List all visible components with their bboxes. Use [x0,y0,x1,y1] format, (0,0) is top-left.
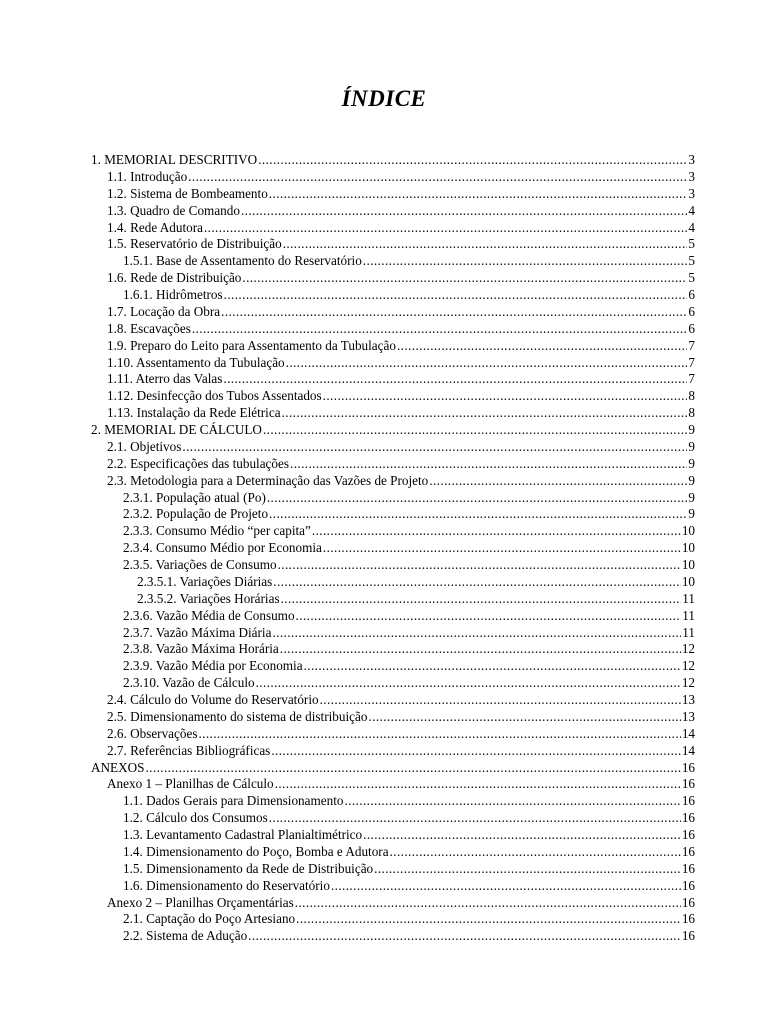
toc-entry[interactable] [91,439,695,456]
toc-entry-label: 1.11. Aterro das Valas [107,371,223,387]
toc-entry-page-number: 16 [681,810,695,826]
toc-entry-page-number: 16 [681,860,695,876]
toc-entry[interactable] [91,911,695,928]
toc-entry-label: 2.3.7. Vazão Máxima Diária [123,624,272,640]
toc-entry[interactable] [91,793,695,810]
toc-entry-label: ANEXOS [91,759,145,775]
toc-entry-label: 2.3.5.1. Variações Diárias [137,573,273,589]
toc-entry-page-number: 9 [688,489,695,505]
toc-entry-page-number: 14 [681,725,695,741]
toc-entry-label: 1.6. Dimensionamento do Reservatório [123,877,330,893]
toc-entry-page-number: 10 [681,557,695,572]
toc-entry[interactable] [91,878,695,895]
toc-entry[interactable] [91,895,695,912]
toc-entry[interactable] [91,422,695,439]
toc-entry[interactable] [91,675,695,692]
toc-dot-leader [256,675,681,692]
toc-dot-leader [223,371,687,388]
toc-entry-label: 1.2. Cálculo dos Consumos [123,810,268,826]
toc-entry-page-number: 16 [681,911,695,927]
toc-dot-leader [390,844,681,861]
toc-entry-label: 2.3.10. Vazão de Cálculo [123,675,255,691]
toc-entry-label: 2.3.6. Vazão Média de Consumo [123,607,295,623]
toc-dot-leader [278,557,681,574]
toc-entry-page-number: 16 [681,877,695,893]
toc-entry-label: 2.3.9. Vazão Média por Economia [123,658,303,674]
toc-entry-page-number: 16 [681,793,695,809]
toc-entry-label: 2.6. Observações [107,725,198,741]
toc-entry[interactable] [91,169,695,186]
toc-dot-leader [323,540,681,557]
toc-dot-leader [192,321,688,338]
toc-entry-label: 1.3. Quadro de Comando [107,202,240,218]
toc-entry[interactable] [91,692,695,709]
toc-dot-leader [286,355,688,372]
toc-dot-leader [269,186,688,203]
toc-entry[interactable] [91,287,695,304]
toc-entry-label: 2.1. Captação do Poço Artesiano [123,911,296,927]
toc-entry-label: 2.3.4. Consumo Médio por Economia [123,540,322,556]
toc-entry-label: 1.5. Reservatório de Distribuição [107,236,282,252]
toc-entry[interactable] [91,557,695,574]
toc-entry-page-number: 10 [681,573,695,589]
toc-entry-page-number: 12 [681,658,695,674]
toc-entry[interactable] [91,591,695,608]
toc-entry[interactable] [91,844,695,861]
toc-dot-leader [323,388,688,405]
toc-dot-leader [272,625,681,642]
toc-entry-label: 1.1. Introdução [107,168,188,184]
toc-entry-page-number: 10 [681,540,695,556]
toc-entry-page-number: 16 [681,894,695,910]
toc-entry-label: 2.3.5.2. Variações Horárias [137,590,280,606]
toc-entry[interactable] [91,152,695,169]
toc-dot-leader [269,506,687,523]
toc-entry-page-number: 13 [681,708,695,724]
toc-entry-page-number: 6 [688,287,695,302]
toc-entry-label: 2.3.8. Vazão Máxima Horária [123,641,279,657]
toc-entry-page-number: 12 [681,641,695,657]
toc-entry-label: 2.3.1. População atual (Po) [123,489,266,505]
toc-dot-leader [241,203,687,220]
toc-entry-label: 2.2. Sistema de Adução [123,928,248,944]
toc-entry-label: 1.2. Sistema de Bombeamento [107,185,268,201]
toc-dot-leader [283,236,688,253]
toc-entry-label: Anexo 2 – Planilhas Orçamentárias [107,894,294,910]
toc-dot-leader [429,473,687,490]
toc-entry[interactable] [91,304,695,321]
toc-entry-page-number: 3 [688,185,695,201]
toc-entry[interactable] [91,709,695,726]
toc-dot-leader [304,658,681,675]
toc-dot-leader [344,793,680,810]
toc-entry-label: 2.3.2. População de Projeto [123,506,269,522]
toc-dot-leader [145,760,680,777]
toc-entry-label: 1.6.1. Hidrômetros [123,287,223,302]
toc-entry-label: 2.3. Metodologia para a Determinação das Vazões de Projeto [107,472,429,488]
toc-dot-leader [290,456,687,473]
toc-entry-label: 1.1. Dados Gerais para Dimensionamento [123,793,344,809]
toc-dot-leader [295,895,681,912]
toc-entry[interactable] [91,203,695,220]
toc-dot-leader [182,439,687,456]
toc-entry-page-number: 13 [681,692,695,707]
toc-entry-label: 2.1. Objetivos [107,438,182,454]
toc-entry[interactable] [91,608,695,625]
toc-entry-page-number: 10 [681,523,695,539]
toc-dot-leader [224,287,688,304]
toc-entry-label: 1.5. Dimensionamento da Rede de Distribuição [123,860,374,876]
toc-entry[interactable] [91,743,695,760]
toc-dot-leader [397,338,687,355]
toc-entry-page-number: 7 [688,371,695,387]
toc-entry-page-number: 9 [688,455,695,471]
toc-dot-leader [273,574,681,591]
toc-entry[interactable] [91,625,695,642]
toc-entry-label: 1.10. Assentamento da Tubulação [107,354,285,370]
toc-entry-label: Anexo 1 – Planilhas de Cálculo [107,776,274,792]
table-of-contents [91,152,695,945]
toc-entry-page-number: 7 [688,337,695,353]
toc-dot-leader [198,726,680,743]
toc-dot-leader [282,405,688,422]
toc-entry[interactable] [91,270,695,287]
toc-entry[interactable] [91,776,695,793]
toc-dot-leader [188,169,687,186]
toc-entry-label: 1.4. Dimensionamento do Poço, Bomba e Adutora [123,843,389,859]
toc-entry[interactable] [91,321,695,338]
toc-entry-page-number: 3 [688,152,695,167]
toc-entry[interactable] [91,641,695,658]
toc-entry-page-number: 16 [681,827,695,842]
toc-entry-label: 1.7. Locação da Obra [107,303,221,319]
toc-entry-page-number: 7 [688,354,695,370]
toc-entry-page-number: 3 [688,168,695,184]
toc-entry[interactable] [91,574,695,591]
toc-entry-label: 1.5.1. Base de Assentamento do Reservatório [123,253,362,269]
toc-entry[interactable] [91,540,695,557]
toc-entry[interactable] [91,523,695,540]
toc-entry-page-number: 11 [682,590,695,606]
toc-entry[interactable] [91,506,695,523]
toc-dot-leader [280,641,681,658]
toc-entry-page-number: 9 [688,422,695,437]
toc-dot-leader [363,827,681,844]
toc-entry-page-number: 5 [688,236,695,252]
toc-entry-label: 1.13. Instalação da Rede Elétrica [107,405,281,421]
toc-dot-leader [271,743,680,760]
toc-entry-page-number: 5 [688,253,695,269]
toc-entry[interactable] [91,810,695,827]
toc-entry[interactable] [91,338,695,355]
toc-entry[interactable] [91,355,695,372]
toc-entry-label: 1.12. Desinfecção dos Tubos Assentados [107,388,322,404]
toc-dot-leader [275,776,681,793]
toc-entry-page-number: 9 [688,506,695,522]
toc-entry[interactable] [91,456,695,473]
toc-entry-page-number: 9 [688,438,695,454]
toc-entry-page-number: 5 [688,270,695,286]
toc-entry-page-number: 16 [681,776,695,792]
toc-entry[interactable] [91,827,695,844]
toc-dot-leader [296,608,682,625]
toc-entry-label: 2.3.5. Variações de Consumo [123,557,277,572]
toc-entry-page-number: 4 [688,202,695,218]
toc-entry-label: 1.9. Preparo do Leito para Assentamento da Tubulação [107,337,396,353]
toc-dot-leader [258,152,687,169]
toc-entry[interactable] [91,253,695,270]
toc-entry[interactable] [91,861,695,878]
toc-entry-page-number: 11 [682,624,695,640]
toc-entry-label: 1.3. Levantamento Cadastral Planialtimétrico [123,827,363,842]
toc-dot-leader [374,861,681,878]
toc-entry[interactable] [91,186,695,203]
toc-dot-leader [204,220,687,237]
toc-dot-leader [331,878,681,895]
toc-entry[interactable] [91,490,695,507]
page-title: ÍNDICE [341,86,427,111]
toc-entry-page-number: 8 [688,388,695,404]
toc-entry-label: 2. MEMORIAL DE CÁLCULO [91,422,262,437]
toc-entry-page-number: 8 [688,405,695,421]
toc-entry-page-number: 9 [688,472,695,488]
toc-entry-label: 2.7. Referências Bibliográficas [107,742,271,758]
toc-dot-leader [269,810,681,827]
toc-entry[interactable] [91,658,695,675]
toc-entry[interactable] [91,405,695,422]
toc-entry-label: 2.5. Dimensionamento do sistema de distribuição [107,708,368,724]
toc-entry-label: 2.3.3. Consumo Médio “per capita” [123,523,311,539]
toc-entry-page-number: 6 [688,303,695,319]
toc-entry-page-number: 16 [681,759,695,775]
toc-dot-leader [281,591,682,608]
toc-entry[interactable] [91,760,695,777]
toc-dot-leader [242,270,687,287]
toc-entry[interactable] [91,928,695,945]
toc-dot-leader [248,928,681,945]
toc-dot-leader [312,523,681,540]
toc-dot-leader [368,709,680,726]
toc-dot-leader [221,304,687,321]
toc-entry[interactable] [91,388,695,405]
toc-dot-leader [267,490,688,507]
toc-entry-label: 1.6. Rede de Distribuição [107,270,242,286]
toc-entry-label: 1. MEMORIAL DESCRITIVO [91,152,258,167]
toc-entry-page-number: 16 [681,928,695,944]
toc-entry-page-number: 11 [682,607,695,623]
toc-entry-page-number: 14 [681,742,695,758]
toc-entry[interactable] [91,726,695,743]
toc-entry-page-number: 16 [681,843,695,859]
toc-entry-label: 2.4. Cálculo do Volume do Reservatório [107,692,319,707]
toc-entry[interactable] [91,371,695,388]
toc-entry[interactable] [91,473,695,490]
toc-dot-leader [263,422,687,439]
toc-entry-label: 1.4. Rede Adutora [107,219,203,235]
toc-entry-page-number: 4 [688,219,695,235]
toc-dot-leader [363,253,688,270]
toc-entry-label: 2.2. Especificações das tubulações [107,455,289,471]
toc-entry-page-number: 6 [688,320,695,336]
toc-entry[interactable] [91,236,695,253]
toc-dot-leader [296,911,681,928]
toc-entry-page-number: 12 [681,675,695,691]
toc-entry-label: 1.8. Escavações [107,320,191,336]
toc-dot-leader [320,692,681,709]
toc-entry[interactable] [91,220,695,237]
